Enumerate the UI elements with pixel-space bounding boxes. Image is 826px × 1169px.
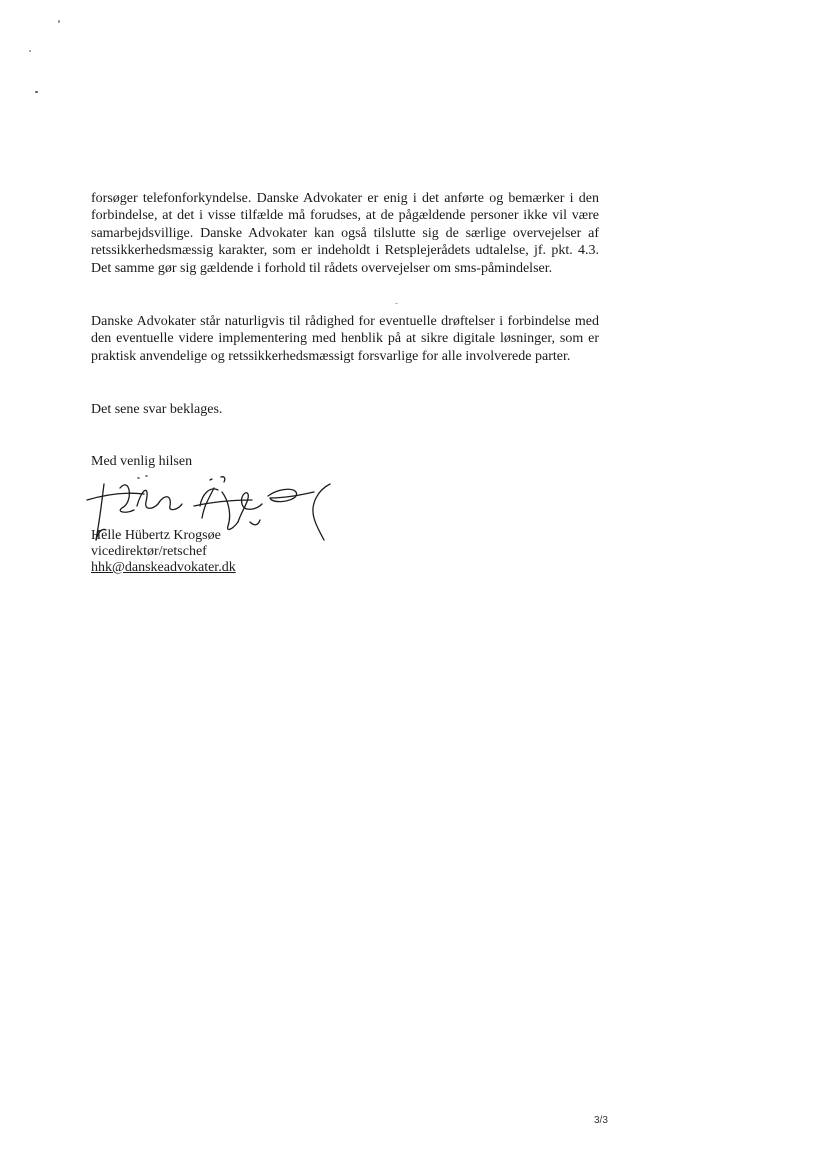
scan-speck xyxy=(395,303,398,304)
signatory-title: vicedirektør/retschef xyxy=(91,544,207,559)
page-number: 3/3 xyxy=(594,1115,608,1126)
letter-paragraph-1: forsøger telefonforkyndelse. Danske Advokater er enig i det anførte og bemærker i den forbindelse, at det i visse tilfælde må forudses, at de pågældende personer ikke vil være samarbejdsvillige. Danske Advokater kan også tilslutte sig de særlige overvejelser af retssikkerhedsmæssig karakter, som er indeholdt i Retsplejerådets udtalelse, jf. pkt. 4.3. Det samme gør sig gældende i forhold til rådets overvejelser om sms-påmindelser. xyxy=(91,191,599,276)
scan-speck xyxy=(35,91,38,93)
scan-speck xyxy=(29,50,31,52)
closing-salutation: Med venlig hilsen xyxy=(91,454,193,469)
letter-paragraph-2: Danske Advokater står naturligvis til rådighed for eventuelle drøftelser i forbindelse med den eventuelle videre implementering med henblik på at sikre digitale løsninger, som er praktisk anvendelige og retssikkerhedsmæssigt forsvarlige for alle involverede parter. xyxy=(91,314,599,364)
letter-paragraph-3: Det sene svar beklages. xyxy=(91,402,223,417)
signatory-email-link[interactable]: hhk@danskeadvokater.dk xyxy=(91,560,236,575)
signatory-name: Helle Hübertz Krogsøe xyxy=(91,528,221,543)
scan-speck xyxy=(58,20,60,23)
